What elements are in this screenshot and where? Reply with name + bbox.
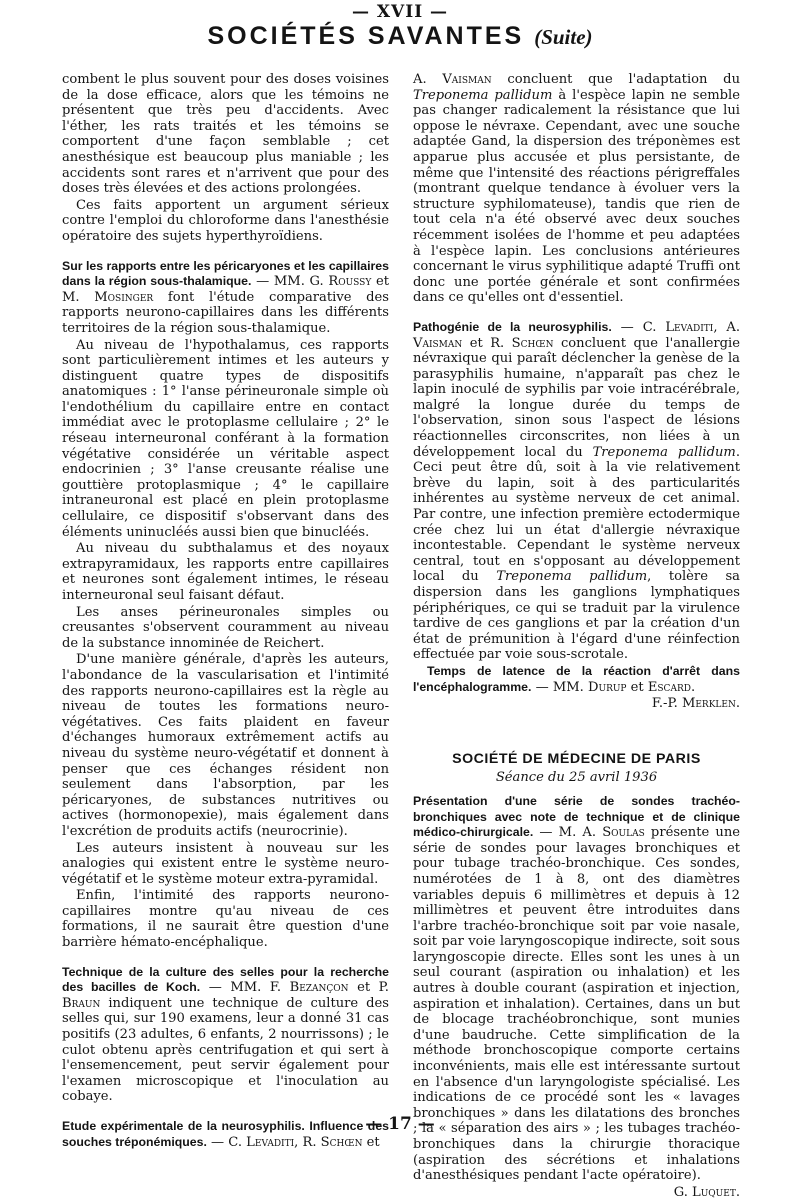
society-heading: SOCIÉTÉ DE MÉDECINE DE PARIS — [452, 750, 701, 767]
left-column — [62, 72, 389, 1151]
author: A. Soulas — [582, 825, 645, 841]
article-temps-latence: Temps de latence de la réaction d'arrêt dans l'encéphalogramme. — MM. Durup et Escard. — [413, 663, 740, 695]
author: C. Levaditi — [228, 1134, 295, 1150]
author: Durup — [587, 679, 627, 695]
author: P. Braun — [62, 980, 389, 1011]
author: Mosinger — [94, 289, 154, 305]
author: C. Levaditi — [642, 319, 714, 335]
author: G. Roussy — [309, 274, 372, 290]
right-column — [413, 72, 740, 1201]
article-pathogenie: Pathogénie de la neurosyphilis. — C. Levaditi, A. Vaisman et R. Schœn concluent que l'anallergie névraxique qui paraît déclencher la genèse de la parasyphilis humaine, n'apparaît pas chez le lapin inoculé de syphilis par voie intracérébrale, malgré la longue durée du temps de l'observation, sinon sous l'aspect de lésions réactionnelles circonscrites, non liées à un développement local du Treponema pallidum. Ceci peut être dû, soit à la vie relativement brève du lapin, soit à des particularités inhérentes au système nerveux de cet animal. Par contre, une infection première ectodermique crée chez lui un état d'allergie névraxique incontestable. Cependant le système nerveux central, tout en s'opposant au développement local du Treponema pallidum, tolère sa dispersion dans les ganglions lymphatiques périphériques, ce qui se traduit par la virulence tardive de ces ganglions et par la création d'un état de prémunition à l'égard d'une réinfection effectuée par voie sous-scrotale. — [413, 319, 741, 663]
paragraph: Enfin, l'intimité des rapports neurono-capillaires montre qu'au niveau de ces formations, il ne saurait être question d'une barrière hémato-encéphalique. — [62, 888, 389, 951]
article-title: Temps de latence de la réaction d'arrêt dans l'encéphalogramme. — [413, 663, 740, 694]
paragraph: Au niveau du subthalamus et des noyaux extrapyramidaux, les rapports entre capillaires et neurones sont également intimes, le réseau interneuronal seul faisant défaut. — [62, 541, 389, 603]
species-name: Treponema pallidum — [592, 444, 736, 460]
article-title: Pathogénie de la neurosyphilis. — [413, 319, 612, 334]
session-date: Séance du 25 avril 1936 — [495, 770, 658, 786]
paragraph: Au niveau de l'hypothalamus, ces rapports sont particulièrement intimes et les auteurs y distinguent quatre types de dispositifs anatomiques : 1° l'anse périneuronale simple où l'endothélium du capillaire entre en contact immédiat avec le protoplasme cellulaire ; 2° le réseau interneuronal conférant à la formation végétative considérée un véritable aspect endocrinien ; 3° l'anse creusante réalise une gouttière protoplasmique ; 4° le capillaire intraneuronal est placé en plein protoplasme cellulaire, ce dispositif s'observant dans des éléments uninucléés aussi bien que binucléés. — [62, 337, 389, 540]
species-name: Treponema pallidum — [413, 87, 553, 103]
author: R. Schœn — [302, 1134, 363, 1150]
author: A. Vaisman — [413, 319, 741, 351]
article-sondes: Présentation d'une série de sondes trachéo-bronchiques avec note de technique et de clinique médico-chirurgicale. — M. A. Soulas présente une série de sondes pour lavages bronchiques et pour tubage trachéo-bronchique. Ces sondes, numérotées de 1 à 8, ont des diamètres variables depuis 6 millimètres et depuis à 12 millimètres et peuvent être introduites dans l'arbre trachéo-bronchique soit par voie nasale, soit par voie laryngoscopique indirecte, soit sous laryngoscopie directe. Elles sont les unes à un seul courant (aspiration ou inhalation) et les autres à double courant (aspiration et injection, aspiration et inhalation). Certaines, dans un but de blocage trachéobronchique, sont munies d'une baudruche. Cette simplification de la méthode bronchoscopique comporte certains inconvénients, mais elle est intéressante surtout en l'absence d'un laryngologiste spécialisé. Les indications de ce procédé sont les « lavages bronchiques » dans les dilatations des bronches ; la « séparation des airs » ; les tubages trachéo-bronchiques dans la chirurgie thoracique (aspiration des sécrétions et inhalations d'anesthésiques pendant l'acte opératoire). — [413, 793, 741, 1184]
paragraph: D'une manière générale, d'après les auteurs, l'abondance de la vascularisation et l'intimité des rapports neurono-capillaires est la règle au niveau de toutes les formations neuro-végétatives. Ces faits plaident en faveur d'échanges humoraux extrêmement actifs au niveau du système neuro-végétatif et donnent à penser que ces échanges résident non seulement dans l'absorption, par les péricaryones, de substances nutritives ou actives (hormonopexie), mais également dans l'excrétion de produits actifs (neurocrinie). — [62, 652, 389, 839]
article-neurosyphilis-souches: Etude expérimentale de la neurosyphilis. Influence des souches tréponémiques. — C. Levaditi, R. Schœn et — [62, 1119, 389, 1150]
article-title: Présentation d'une série de sondes trachéo-bronchiques avec note de technique et de clinique médico-chirurgicale. — [413, 793, 740, 840]
signature: G. Luquet. — [673, 1184, 740, 1200]
article-title: Etude expérimentale de la neurosyphilis. Influence des souches tréponémiques. — [62, 1119, 389, 1149]
running-title-main: SOCIÉTÉS SAVANTES — [207, 22, 525, 50]
species-name: Treponema pallidum — [496, 569, 648, 585]
article-title: Technique de la culture des selles pour la recherche des bacilles de Koch. — [62, 964, 389, 995]
running-title — [0, 22, 800, 51]
paragraph: Ces faits apportent un argument sérieux contre l'emploi du chloroforme dans l'anesthésie opératoire des sujets hyperthyroïdiens. — [62, 197, 389, 244]
article-continuation: A. Vaisman concluent que l'adaptation du Treponema pallidum à l'espèce lapin ne semble pas changer radicalement la résistance que lui oppose le névraxe. Cependant, avec une souche adaptée Gand, la dispersion des tréponèmes est apparue plus accusée et plus persistante, de même que l'intensité des réactions périgreffales (montrant quelque tendance à évoluer vers la structure syphilomateuse), tandis que rien de tout cela n'a été observé avec deux souches récemment isolées de l'homme et peu adaptées à l'espèce lapin. Les conclusions antérieures concernant le virus syphilitique adapté Truffi ont donc une portée générale et sont confirmées dans ce qu'elles ont d'essentiel. — [413, 72, 740, 306]
paragraph: Les auteurs insistent à nouveau sur les analogies qui existent entre le système neuro-végétatif et le système moteur extra-pyramidal. — [62, 840, 389, 887]
paragraph: Les anses périneuronales simples ou creusantes s'observent couramment au niveau de la substance innominée de Reichert. — [62, 604, 389, 651]
paragraph-continuation: combent le plus souvent pour des doses voisines de la dose efficace, alors que les témoins ne présentent que très peu d'accidents. Avec l'éther, les rats traités et les témoins se comportent d'une façon semblable ; cet anesthésique est beaucoup plus maniable ; les accidents sont rares et n'arrivent que pour des doses très élevées et des actions prolongées. — [62, 72, 389, 197]
folio-roman-numeral: — XVII — — [351, 2, 449, 22]
author: F. Bezançon — [269, 980, 349, 996]
page-number: — 17 — — [365, 1114, 435, 1134]
article-pericaryones: Sur les rapports entre les péricaryones et les capillaires dans la région sous-thalamique. — MM. G. Roussy et M. Mosinger font l'étude comparative des rapports neurono-capillaires dans les différents territoires de la région sous-thalamique. — [62, 258, 389, 336]
article-title: Sur les rapports entre les péricaryones et les capillaires dans la région sous-thalamique. — [62, 258, 389, 289]
running-title-suffix: (Suite) — [534, 25, 593, 49]
author: R. Schœn — [490, 335, 554, 351]
author: Escard — [647, 679, 691, 695]
article-culture-selles: Technique de la culture des selles pour la recherche des bacilles de Koch. — MM. F. Bezançon et P. Braun indiquent une technique de culture des selles qui, sur 190 examens, leur a donné 31 cas positifs (23 adultes, 6 enfants, 2 nourrissons) ; le culot obtenu après centrifugation et qui sert à l'ensemencement, peut servir également pour l'examen microscopique et l'inoculation au cobaye. — [62, 964, 389, 1105]
signature: F.-P. Merklen. — [651, 696, 740, 712]
author: A. Vaisman — [413, 72, 492, 87]
